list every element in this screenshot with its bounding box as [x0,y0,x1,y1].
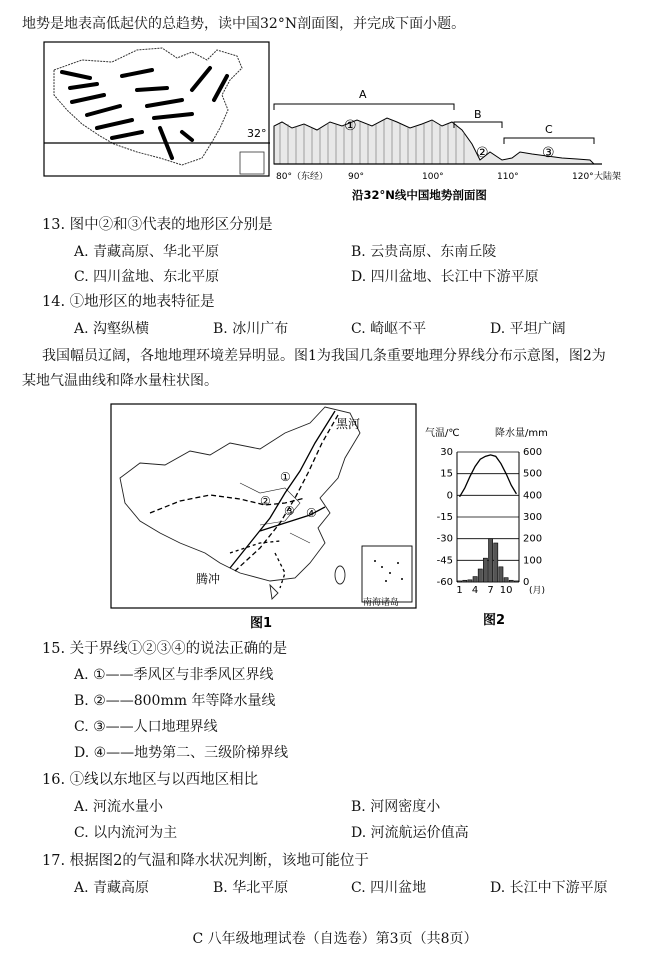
left-tick-label: 15 [440,468,453,480]
temp-axis-title: 气温/℃ [425,428,460,439]
q13-option-d[interactable]: D. 四川盆地、长江中下游平原 [351,269,539,285]
x-tick-label: 4 [471,585,479,596]
right-tick-label: 300 [523,512,543,523]
figure-2-caption: 图2 [483,613,506,628]
precip-bar [514,581,518,582]
region-mark-1: ① [344,118,357,134]
shelf-label: 大陆架 [594,172,622,182]
month-unit: (月) [529,586,546,596]
mark-4: ④ [306,506,317,520]
intro-text-2-line2: 某地气温曲线和降水量柱状图。 [22,373,218,389]
profile-caption: 沿32°N线中国地势剖面图 [352,188,487,202]
region-mark-3: ③ [542,145,555,161]
q15-option-b[interactable]: B. ②——800mm 年等降水量线 [74,693,276,709]
south-sea-inset [362,546,412,602]
section-label-a: A [359,88,367,101]
climate-chart [423,424,563,634]
q15-option-d[interactable]: D. ④——地势第二、三级阶梯界线 [74,745,289,761]
precip-bar [483,558,487,582]
figure-1-caption: 图1 [250,616,273,631]
x-tick-label: 10 [499,585,513,596]
figure-1 [110,403,420,633]
precip-bar [468,580,472,582]
q14-option-b[interactable]: B. 冰川广布 [213,321,289,337]
q13-option-a[interactable]: A. 青藏高原、华北平原 [74,244,220,260]
right-tick-label: 100 [523,555,543,567]
precip-bar [499,567,503,582]
left-tick-label: 0 [446,490,453,502]
page-footer: C 八年级地理试卷（自选卷）第3页（共8页） [192,931,478,947]
right-tick-label: 500 [523,468,543,480]
precip-bar [463,580,467,582]
q13-option-c[interactable]: C. 四川盆地、东北平原 [74,269,220,285]
profile-figure [42,40,627,210]
q17-option-b[interactable]: B. 华北平原 [213,880,289,896]
right-tick-label: 0 [523,577,530,588]
left-tick-label: -15 [436,512,453,523]
x-tick-label: 7 [487,585,494,596]
precip-bar [489,539,493,582]
q16-option-c[interactable]: C. 以内流河为主 [74,825,178,841]
temperature-line [460,455,517,497]
q17-option-c[interactable]: C. 四川盆地 [351,880,427,896]
x-tick-90: 90° [348,172,364,182]
q15-option-a[interactable]: A. ①——季风区与非季风区界线 [74,667,274,683]
precip-bar [509,580,513,582]
x-tick-110: 110° [497,172,519,182]
precip-bar [458,581,462,582]
q16-stem: 16. ①线以东地区与以西地区相比 [42,772,259,788]
q17-stem: 17. 根据图2的气温和降水状况判断，该地可能位于 [42,853,369,869]
x-tick-80: 80°（东经） [276,172,328,182]
x-tick-120: 120° [572,172,594,182]
q17-option-d[interactable]: D. 长江中下游平原 [490,880,608,896]
x-tick-100: 100° [422,172,444,182]
right-tick-label: 600 [523,447,543,458]
precip-bar [494,543,498,582]
q13-stem: 13. 图中②和③代表的地形区分别是 [42,217,273,233]
left-tick-label: -45 [436,555,453,567]
mark-1: ① [280,470,291,484]
label-tengchong: 腾冲 [196,572,221,586]
precip-axis-title: 降水量/mm [495,428,548,439]
right-tick-label: 400 [523,490,543,502]
x-tick-label: 1 [456,585,463,596]
section-label-c: C [545,123,553,136]
label-south-sea: 南海诸岛 [363,598,400,608]
left-tick-label: -30 [436,533,453,545]
region-mark-2: ② [476,145,489,161]
q16-option-d[interactable]: D. 河流航运价值高 [351,825,469,841]
precip-bar [478,569,482,582]
q15-stem: 15. 关于界线①②③④的说法正确的是 [42,641,288,657]
lat-label: 32° [247,127,267,140]
right-tick-label: 200 [523,533,543,545]
q14-option-d[interactable]: D. 平坦广阔 [490,321,566,337]
precip-bar [504,578,508,582]
left-tick-label: 30 [440,447,453,458]
q13-option-b[interactable]: B. 云贵高原、东南丘陵 [351,244,497,260]
q14-option-c[interactable]: C. 崎岖不平 [351,321,427,337]
q14-option-a[interactable]: A. 沟壑纵横 [74,321,150,337]
left-tick-label: -60 [436,577,453,588]
precip-bar [473,577,477,582]
mark-2: ② [260,494,271,508]
intro-text-2-line1: 我国幅员辽阔，各地地理环境差异明显。图1为我国几条重要地理分界线分布示意图，图2为 [42,348,606,364]
intro-text-1: 地势是地表高低起伏的总趋势，读中国32°N剖面图，并完成下面小题。 [22,16,466,32]
q16-option-b[interactable]: B. 河网密度小 [351,799,441,815]
q17-option-a[interactable]: A. 青藏高原 [74,880,150,896]
label-heihe: 黑河 [336,417,361,431]
q16-option-a[interactable]: A. 河流水量小 [74,799,164,815]
figure-2 [423,424,563,634]
section-label-b: B [474,108,482,121]
mark-3: ③ [284,504,295,518]
q15-option-c[interactable]: C. ③——人口地理界线 [74,719,218,735]
q14-stem: 14. ①地形区的地表特征是 [42,294,215,310]
